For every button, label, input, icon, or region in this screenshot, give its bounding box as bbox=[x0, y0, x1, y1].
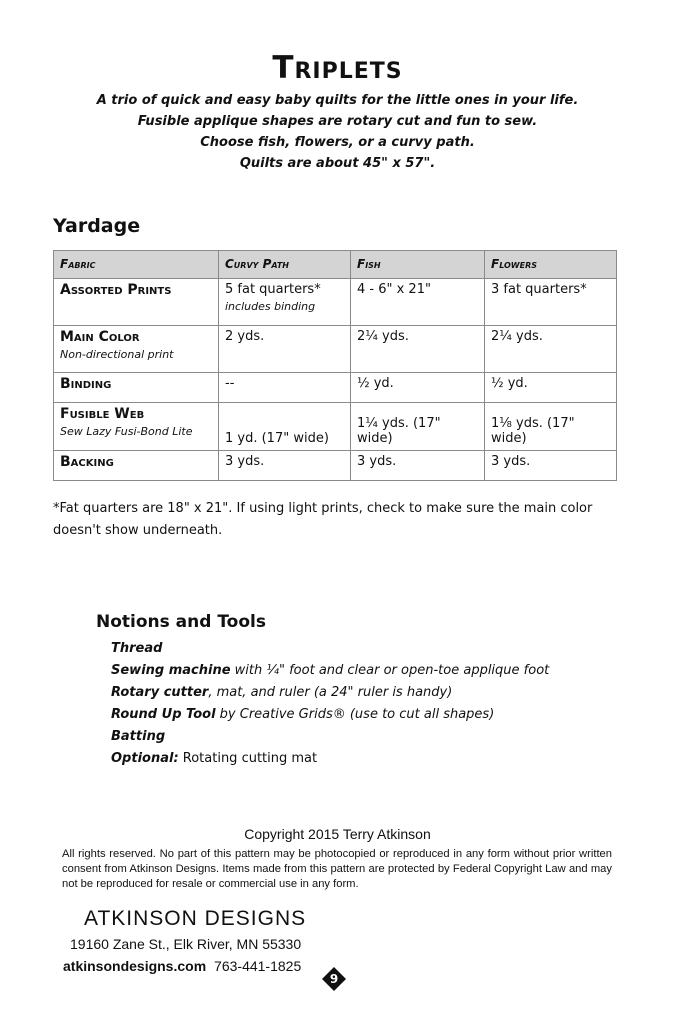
list-item bbox=[111, 726, 549, 748]
table-cell: ½ yd. bbox=[351, 373, 485, 403]
item-name: Thread bbox=[111, 641, 163, 656]
table-row bbox=[54, 279, 617, 326]
company-name: ATKINSON DESIGNS bbox=[84, 907, 307, 930]
copyright-line: Copyright 2015 Terry Atkinson bbox=[244, 826, 431, 842]
table-cell: 3 yds. bbox=[219, 451, 351, 481]
item-detail: with ¼" foot and clear or open-toe applique foot bbox=[230, 663, 550, 678]
item-detail: by Creative Grids® (use to cut all shapes) bbox=[215, 707, 495, 722]
column-header: Fabric bbox=[54, 251, 219, 279]
list-item bbox=[111, 748, 549, 770]
page-title: Triplets bbox=[272, 50, 403, 86]
table-cell: 2 yds. bbox=[219, 326, 351, 373]
page-number: 9 bbox=[329, 972, 339, 986]
page-number-badge bbox=[322, 967, 346, 991]
table-row bbox=[54, 403, 617, 451]
row-sublabel: Non-directional print bbox=[60, 348, 174, 361]
phone-number: 763-441-1825 bbox=[214, 958, 302, 974]
column-header: Fish bbox=[351, 251, 485, 279]
cell-note: includes binding bbox=[225, 300, 316, 313]
table-row bbox=[54, 373, 617, 403]
item-name: Optional: bbox=[111, 751, 179, 766]
row-label-cell bbox=[54, 279, 219, 326]
yardage-footnote: *Fat quarters are 18" x 21". If using light prints, check to make sure the main color doesn't show underneath. bbox=[53, 501, 593, 538]
notions-heading: Notions and Tools bbox=[96, 612, 266, 632]
row-label: Backing bbox=[60, 454, 114, 470]
website-link[interactable]: atkinsondesigns.com bbox=[63, 958, 207, 974]
column-header: Flowers bbox=[485, 251, 617, 279]
row-label: Assorted Prints bbox=[60, 282, 172, 298]
table-cell: 1¼ yds. (17" wide) bbox=[351, 403, 485, 451]
table-cell bbox=[219, 279, 351, 326]
row-label-cell bbox=[54, 451, 219, 481]
row-label: Main Color bbox=[60, 329, 140, 345]
table-cell: 4 - 6" x 21" bbox=[351, 279, 485, 326]
cell-value: 5 fat quarters* bbox=[225, 282, 321, 297]
yardage-heading: Yardage bbox=[53, 215, 141, 237]
item-detail: , mat, and ruler (a 24" ruler is handy) bbox=[208, 685, 453, 700]
notions-list bbox=[111, 638, 549, 770]
rights-notice: All rights reserved. No part of this pattern may be photocopied or reproduced in any form without prior written consent from Atkinson Designs. Items made from this pattern are protected by Federal Copyright Law and may not be reproduced for resale or commercial use in any form. bbox=[62, 848, 612, 890]
table-cell: 1 yd. (17" wide) bbox=[219, 403, 351, 451]
list-item bbox=[111, 704, 549, 726]
item-detail: Rotating cutting mat bbox=[178, 751, 318, 766]
table-row bbox=[54, 451, 617, 481]
table-cell: 2¼ yds. bbox=[485, 326, 617, 373]
item-name: Batting bbox=[111, 729, 166, 744]
list-item bbox=[111, 638, 549, 660]
item-name: Round Up Tool bbox=[111, 707, 216, 722]
table-header-row bbox=[54, 251, 617, 279]
intro-line: Quilts are about 45" x 57". bbox=[239, 156, 436, 171]
yardage-table bbox=[53, 250, 617, 481]
company-address: 19160 Zane St., Elk River, MN 55330 bbox=[70, 936, 302, 952]
company-contact bbox=[63, 958, 301, 974]
column-header: Curvy Path bbox=[219, 251, 351, 279]
table-cell: 2¼ yds. bbox=[351, 326, 485, 373]
table-cell: -- bbox=[219, 373, 351, 403]
intro-line: Choose fish, flowers, or a curvy path. bbox=[200, 135, 475, 150]
row-label: Fusible Web bbox=[60, 406, 145, 422]
table-row bbox=[54, 326, 617, 373]
table-cell: 3 yds. bbox=[485, 451, 617, 481]
row-label-cell bbox=[54, 403, 219, 451]
row-label-cell bbox=[54, 373, 219, 403]
row-label: Binding bbox=[60, 376, 112, 392]
row-label-cell bbox=[54, 326, 219, 373]
intro-line: A trio of quick and easy baby quilts for the little ones in your life. bbox=[96, 93, 579, 108]
table-cell: ½ yd. bbox=[485, 373, 617, 403]
intro-line: Fusible applique shapes are rotary cut and fun to sew. bbox=[137, 114, 538, 129]
item-name: Sewing machine bbox=[111, 663, 231, 678]
table-cell: 1⅛ yds. (17" wide) bbox=[485, 403, 617, 451]
table-cell: 3 fat quarters* bbox=[485, 279, 617, 326]
intro-text bbox=[0, 90, 675, 174]
table-cell: 3 yds. bbox=[351, 451, 485, 481]
list-item bbox=[111, 682, 549, 704]
list-item bbox=[111, 660, 549, 682]
row-sublabel: Sew Lazy Fusi-Bond Lite bbox=[60, 425, 193, 438]
item-name: Rotary cutter bbox=[111, 685, 209, 700]
